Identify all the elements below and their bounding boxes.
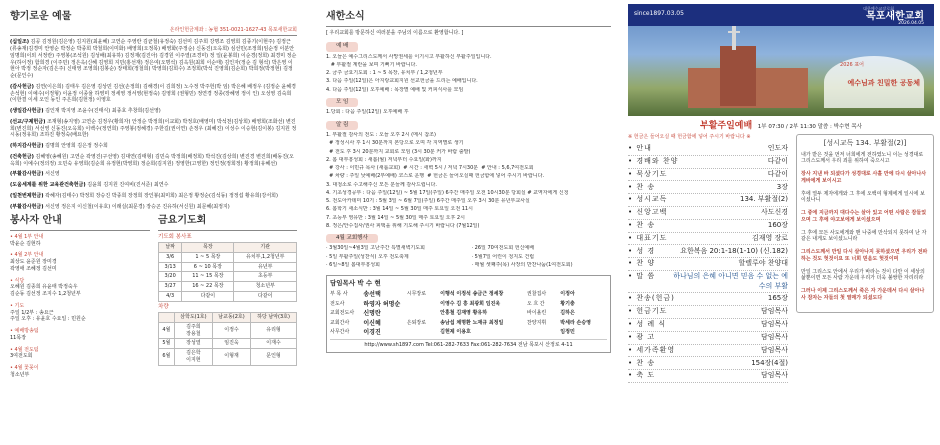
table-cell: 6월 — [159, 349, 175, 366]
order-value: 165장 — [767, 294, 788, 303]
order-value: 김재영 장로 — [751, 233, 788, 242]
table-header: 남교동(2호) — [212, 313, 250, 323]
offering-names: 김인재 박지영 조윤수(진태식) 최종호 추창희(김선영) — [43, 108, 161, 114]
order-item: • 세가족환영 — [628, 345, 676, 354]
staff-cell — [407, 301, 440, 309]
order-item: • 찬 양 — [628, 259, 656, 268]
order-row — [628, 271, 788, 293]
order-value: 담임목사 — [760, 345, 788, 354]
staff-cell — [407, 310, 440, 318]
table-cell: 이재수 — [251, 339, 297, 349]
offering-label: (생일감사헌금) — [10, 108, 44, 114]
cover-since: since1897.03.05 — [634, 10, 684, 17]
staff-row — [330, 310, 607, 318]
church-tower — [720, 46, 756, 106]
offering-entry — [10, 171, 297, 178]
cover-denomination: 대한예수교장로회 — [863, 6, 894, 11]
cover-theme: 예수님과 친밀한 공동체 — [847, 79, 920, 87]
order-item: • 말 씀 — [628, 272, 656, 281]
order-value: 3장 — [776, 182, 788, 191]
list-item: 1. 오늘은 예수그리스도께서 사망권세를 이기시고 부활하신 부활주일입니다. — [326, 53, 492, 60]
april-events — [326, 245, 611, 270]
offering-entry — [10, 154, 297, 168]
staff-cell: 하영자 허명순 — [363, 300, 401, 308]
staff-cell: 이정아 — [560, 290, 575, 297]
volunteer-role: • 4월 꽃꽂이 — [10, 365, 39, 371]
order-row — [628, 258, 788, 271]
volunteer-list — [10, 234, 150, 379]
responsive-reading-lines — [801, 152, 929, 302]
staff-cell: 박세라 손승영 — [560, 319, 592, 326]
order-row — [628, 370, 788, 383]
reading-leader: 그 후에 모든 사도에게와 맨 나중에 만삭되지 못하여 난 자 같은 내게도 보이셨느니라 — [801, 229, 927, 243]
welcome-text: [ 우리교회를 방문하신 여러분을 주님의 이름으로 환영합니다. ] — [326, 29, 464, 36]
pastor-title: 담임목사 박 수 현 — [330, 279, 381, 288]
offering-label: (일천번제헌금) — [10, 192, 44, 199]
table-header: 날짜 — [159, 243, 182, 253]
list-item: # 강사 : 이민규 목사 (새롭교회) # 시간 : 새벽 5시 / 저녁 7시30분 # 안내 : 5,6,7여전도회 — [326, 165, 534, 172]
table-cell: 유년부 — [234, 262, 297, 272]
volunteer-item — [10, 278, 150, 298]
staff-cell: 송남섭 채명환 노재규 최정일 — [440, 319, 504, 326]
volunteer-role: • 식당 — [10, 277, 25, 284]
volunteer-item — [10, 252, 150, 272]
table-cell: 다같이 — [182, 291, 234, 301]
staff-row — [330, 291, 607, 299]
order-item: • 안내 — [628, 144, 652, 153]
table-cell: 장성열 — [174, 339, 212, 349]
list-item: 3. 대청소로 수고해주신 모든 분들께 감사드립니다. — [326, 181, 437, 188]
offering-names: 조재형(송지영) 고연순 김정우(황희자) 안정순 박정희(이교회) 박정호(배영미) 박석천(김상희) 배영희(조화선) 변진희(변진희) 서선영 신동진(오옥희) 이백수(정연희) 주영봉(정혜경) 주한길(권이연) 손정우 (최혜진) 이성수 이승현(김이봉) 김지원 정시동(정유희) 조하진 황정숙(배요한) — [10, 118, 297, 139]
staff-cell — [407, 329, 440, 337]
offering-label: (선교/구제헌금) — [10, 118, 46, 125]
volunteer-names: 박윤순 김현하 — [10, 240, 41, 247]
offering-entry — [10, 84, 297, 104]
offering-label: (감사헌금) — [10, 83, 34, 90]
list-item: # 전도 후 3시 20분까지 교회로 모임 (3시 30분 커가 바람 출발) — [326, 148, 471, 155]
news-title: 새한소식 — [326, 10, 611, 27]
list-item: 5. 전도아카데미 10기 : 5월 3일 ~ 6월 7일(주일) 6주간 매주일 오후 3시 30분 유년부교사실 — [326, 198, 530, 205]
table-cell: 문인형 — [251, 349, 297, 366]
order-item: • 광 고 — [628, 332, 656, 341]
offering-names: 김공 김정원(김은영) 김지원(최윤혜) 고연순 주영란 김균철(유정숙) 김선미 김주희 강명조 김영희 김종기(이현주) 김정근(류송재)김경미 안영순 박정순 박종희 박철희(이미화) 배영희(오정목) 배영화(주정순) 신동진(오옥희) 심선민(조정희)임순정 이분안 임명희(이외 서정란) 주영봉(조석원) 김성배(최유하) 김정재(김진아) 김경원 이주열(조경미) 정 일(윤봉희) 이순경(정희) 최경미 정순우(하이정) 함희경 (이주민) 정은옥(신혜 김영희 지민(홍선재) 정은여(오명석) 김옥원(최희 이순태) 김인자(정순 김 형석) 박은영 이현아 박정 정순자(김은주) 신태영 조영희(김봉순) 장태희(정철희) 박영희(김희수) 조정희(박석 진영희(김순희) 박희정(박정현) 김정순(문인수) — [10, 39, 297, 79]
list-item: 4. 다음 주일(12일) 오후예배 : 목장별 예배 및 커피식사를 모임 — [326, 86, 464, 93]
order-value: 담임목사 — [760, 307, 788, 316]
table-header — [159, 313, 175, 323]
reading-leader: 만일 그리스도 안에서 우리가 바라는 것이 다만 이 세상의 삶뿐이면 모든 사람 가운데 우리가 더욱 불쌍한 자리리라 — [801, 268, 925, 282]
order-value: 요한복음 20:1-18(1-10) (신.182) — [680, 246, 788, 255]
volunteer-title: 봉사자 안내 — [10, 214, 150, 231]
volunteer-names: 곽영애 조혜정 김선미 — [10, 265, 57, 272]
order-item: • 찬송(헌금) — [628, 294, 675, 303]
staff-row — [330, 301, 607, 309]
table-header: 삼학도(1호) — [174, 313, 212, 323]
staff-cell: 시무장로 — [406, 290, 427, 297]
volunteer-role: • 기도 — [10, 302, 25, 309]
volunteer-names: 최상도 윤준원 장미경 — [10, 259, 57, 265]
offering-label: (부활감사헌금) — [10, 203, 44, 210]
offering-entry — [10, 193, 297, 200]
april-events-left — [326, 245, 466, 270]
staff-row — [330, 320, 607, 328]
order-row — [628, 194, 788, 207]
prayer-meeting-table — [158, 242, 297, 302]
staff-cell: 김현제 이용호 — [440, 329, 471, 336]
order-row — [628, 332, 788, 345]
news-panel — [312, 0, 617, 445]
order-item: • 성시교독 — [628, 195, 668, 204]
table-row — [159, 291, 297, 301]
meeting-tag: 모 임 — [326, 98, 358, 107]
church-contact: http://www.sh1897.com Tel:061-282-7633 Fax:061-282-7634 전남 목포시 산정로 4-11 — [330, 339, 607, 349]
volunteer-names: 청소년부 — [10, 371, 30, 378]
list-item: 2. 봄 대부흥성회 : 새봄(월) 저녁부터 수요일(화)까지 — [326, 156, 442, 163]
staff-cell — [527, 329, 560, 337]
order-item: • 찬 송 — [628, 182, 656, 191]
staff-cell: 황기충 — [560, 300, 575, 307]
order-value: 인도자 — [767, 144, 788, 153]
volunteer-section — [10, 214, 150, 383]
reading-response: 그러나 이제 그리스도께서 죽은 자 가운데서 다시 살아나사 잠자는 자들의 첫 열매가 되셨도다 — [801, 288, 925, 301]
list-item: # 차량 : 주일 낮예배(2부예배) 코스로 운행 # 헌금은 들어오실때 헌금함에 넣어 주시기 바랍니다. — [326, 173, 545, 180]
offering-label: (건축헌금) — [10, 153, 34, 160]
volunteer-item — [10, 234, 150, 248]
list-item: # 정성시사 후 1시 30분까지 본당으로 오며 각 지역별로 생기 — [326, 140, 464, 147]
april-events-right — [472, 245, 612, 270]
offering-entry — [10, 204, 297, 211]
order-row — [628, 207, 788, 220]
table-cell: 다같이 — [234, 291, 297, 301]
order-item: • 성 례 식 — [628, 320, 667, 329]
reading-response: 장사 지낸 바 되셨다가 성경대로 사흘 만에 다시 살아나사 게바에게 보이시고 — [801, 171, 927, 184]
staff-cell: 은퇴장로 — [406, 319, 427, 326]
table-row — [159, 322, 297, 339]
offering-entry — [10, 108, 297, 115]
staff-cell: 교회간사 — [330, 319, 350, 326]
offering-label: (도움세계를 위한 교육관건축헌금) — [10, 182, 86, 188]
table-cell: 16 ~ 22 목장 — [182, 282, 234, 292]
cover-date: 2026.04.05 — [898, 21, 924, 26]
list-item: · 5월7일 어린이 청지도 건립 — [471, 253, 535, 260]
volunteer-names: 김순동 김선정 조지수 1,2청년부 — [10, 291, 81, 297]
offering-header — [10, 10, 297, 36]
staff-cell: 권찰집사 — [526, 290, 547, 297]
list-item: 7. 초등부 영유반 : 3월 14일 ~ 5월 30일 매주 토요일 오후 2시 — [326, 214, 465, 221]
staff-cell: 이영수 김 흥 최광희 임진욱 — [440, 300, 501, 307]
offering-names: 김연(이은희) 김태우 김은영 김상민 김선(손정희) 김해경(이 김희정) 노수정 박주헌(박 임) 박은혜 배정우 (김정순 윤혜경 손석현) 이예수(이정형) 이윤정 이종율 하영미 정세영 정서영(현정숙) 김영희 (권형민) 정연경 정종(장혜영 정이 인) 오성영 김숙희(이한결 이세 오인 동인 주은희(김헌정) 이영호 — [10, 83, 296, 104]
service-times: 1부 07:30 / 2부 11:30 말씀 : 박수현 목사 — [757, 124, 862, 130]
responsive-reading-title: [성시교독 134. 부활절(2)] — [823, 139, 907, 148]
staff-box — [326, 275, 611, 353]
table-cell: 초등부 — [234, 272, 297, 282]
table-cell: 3/20 — [159, 272, 182, 282]
bottom-section — [10, 214, 297, 383]
list-item: 4. 기초성경공부 : 다음 주일(12일) ~ 5월 17일(주일) 6주간 매주일 오전 10시30분 당회실 # 교역자에게 신청 — [326, 189, 569, 196]
order-value: 할렐루야 찬양대 — [738, 259, 788, 268]
offering-label: (십일조) — [10, 39, 30, 46]
notice-list — [326, 132, 611, 230]
order-row — [628, 345, 788, 358]
table-cell: 3/27 — [159, 282, 182, 292]
table-row — [159, 272, 297, 282]
vehicle-table — [158, 312, 297, 366]
meeting-list — [326, 109, 611, 116]
staff-cell: 부 목 사 — [330, 290, 348, 297]
offering-label: (하지감사헌금) — [10, 143, 44, 149]
list-item: 6. 봄학기 새소식반 : 3월 14일 ~ 5월 30일 매주 토요일 오전 11시 — [326, 206, 473, 213]
table-header: 목장 — [182, 243, 234, 253]
table-cell: 3/6 — [159, 252, 182, 262]
order-item: • 경배와 찬양 — [628, 156, 679, 165]
offering-names: 김윤희 김지원 진여비(진서준) 최연수 — [85, 182, 169, 188]
staff-list — [330, 291, 607, 337]
volunteer-role: • 예배방송팀 — [10, 328, 39, 334]
offering-names: 김명희 안영희 김은정 정수희 — [43, 143, 108, 149]
prayer-meeting-title: 금요기도회 — [158, 214, 297, 231]
service-title: 부활주일예배 — [700, 121, 753, 131]
offering-names: 서신영 정은지 이신철(이유호) 이래실(최문경) 장승곤 진유하(서신원) 최문혜(최정지) — [43, 203, 230, 210]
staff-cell: 이신혜 — [363, 319, 381, 327]
table-cell: 3/13 — [159, 262, 182, 272]
offering-names: 곽혜자(김태수) 박정희 장승진 박종희 장정희 장인봉(최미희) 최은정 황정순(김석동) 정정섭 황유희(강서희) — [43, 192, 278, 199]
volunteer-role: • 4월 전도팀 — [10, 346, 39, 353]
worship-order — [628, 134, 788, 383]
staff-cell: 임정민 — [560, 329, 575, 336]
order-row — [628, 293, 788, 306]
order-item: • 찬 송 — [628, 358, 656, 367]
volunteer-names: 11목장 — [10, 334, 27, 341]
table-header-row — [159, 243, 297, 253]
worship-list — [326, 54, 611, 94]
cover-image — [628, 4, 934, 116]
list-item: 1.당회 : 다음 주일(12일) 오후예배 후 — [326, 109, 409, 116]
order-row — [628, 169, 788, 182]
table-cell: 유리형 — [251, 322, 297, 339]
order-value: 154장(4절) — [751, 358, 788, 367]
table-cell: 4/3 — [159, 291, 182, 301]
order-value: 다같이 — [767, 156, 788, 165]
list-item: · 매월 셋째주(목) 사장의 반찬나눔(1여전도회) — [471, 261, 573, 268]
worship-tag: 예 배 — [326, 42, 358, 51]
table-header: 기관 — [234, 243, 297, 253]
order-item: • 대표기도 — [628, 233, 668, 242]
offering-entry — [10, 119, 297, 139]
worship-order-panel — [622, 0, 940, 445]
table-row — [159, 349, 297, 366]
staff-row — [330, 329, 607, 337]
volunteer-item — [10, 328, 150, 342]
reading-response: 그 중에 지금까지 대다수는 살아 있고 어떤 사람은 잠들었으며 그 후에 야고보에게 보이셨으며 — [801, 210, 927, 223]
volunteer-item — [10, 347, 150, 361]
offering-account: 온라인헌금계좌 : 농협 351-0021-1627-43 목포새한교회 — [169, 26, 297, 33]
volunteer-names: 3여전도회 — [10, 353, 33, 360]
staff-cell: 바이올린 — [526, 310, 547, 317]
order-item: • 헌금기도 — [628, 307, 668, 316]
list-item: · 6일~8일 봄대부흥성회 — [326, 261, 380, 268]
staff-cell: 안홍철 김재영 황유하 — [440, 310, 488, 317]
staff-cell: 송선택 — [363, 290, 381, 298]
order-item: • 축 도 — [628, 371, 656, 380]
cover-theme-year: 2026 표어 — [840, 62, 864, 68]
volunteer-item — [10, 365, 150, 379]
table-row — [159, 282, 297, 292]
order-value: 다같이 — [767, 169, 788, 178]
reading-response: 그리스도께서 만일 다시 살아나지 못하셨으면 우리가 전파하는 것도 헛것이요 또 너희 믿음도 헛것이며 — [801, 249, 928, 262]
offering-list — [10, 39, 297, 210]
volunteer-names: 오혜원 김종희 유윤태 박정숙우 — [10, 284, 78, 291]
offering-entry — [10, 39, 297, 80]
volunteer-names: 주일 오후 : 유윤호 수요일 : 민원순 — [10, 316, 86, 323]
table-cell: 11 ~ 15 목장 — [182, 272, 234, 282]
april-events-tag: 4월 교회행사 — [326, 234, 378, 243]
responsive-reading-box — [796, 134, 934, 312]
volunteer-names: 주일 1/2부 : 송요근 — [10, 309, 54, 316]
table-header: 하당 남악(3호) — [251, 313, 297, 323]
list-item: · 5일 부활주일(성찬식) 오후 전도축제 — [326, 253, 409, 260]
staff-cell: 이행석 이정석 송금근 정세창 — [440, 290, 504, 297]
table-cell: 임진욱 — [212, 339, 250, 349]
staff-cell: 교회전도사 — [330, 310, 355, 317]
list-item: · 26일 70여전도회 헌신예배 — [471, 245, 535, 252]
service-body — [628, 134, 934, 383]
order-value: 담임목사 — [760, 371, 788, 380]
order-item: • 신앙고백 — [628, 208, 668, 217]
table-cell: 5월 — [159, 339, 175, 349]
table-row — [159, 339, 297, 349]
prayer-meeting-section — [158, 214, 297, 383]
table-cell: 청소년부 — [234, 282, 297, 292]
offering-names: 김혜영(송혜원) 고연순 곽영진(구선영) 김대연(김태형) 김민숙 박정희(배정희) 박석진(김상희) 변진경 변진희(배동진(오옥희) 이예수(정의정) 오민숙 유영희(김순희 유정현(박영희) 정순희(김지원) 정영한(고영한) 정인정(정희정) 황정희(유혜선) — [10, 153, 294, 167]
order-value: 160장 — [767, 220, 788, 229]
table-cell: 1 ~ 5 목장 — [182, 252, 234, 262]
table-cell: 6 ~ 10 목장 — [182, 262, 234, 272]
offering-title: 향기로운 예물 — [10, 11, 72, 22]
order-item: • 성 경 — [628, 246, 656, 255]
order-value: 담임목사 — [760, 320, 788, 329]
cover-header — [628, 4, 934, 26]
cross-icon — [732, 26, 736, 50]
order-item: • 묵상기도 — [628, 169, 668, 178]
list-item: # 부활절 계란을 보며 기뻐기 바랍니다. — [326, 61, 417, 68]
list-item: 1. 부활절 감사의 전도 : 오늘 오후 2시 (메시 참조) — [326, 132, 436, 139]
vehicle-caption: 차량 — [158, 303, 169, 310]
offering-entry — [10, 182, 297, 189]
list-item: · 3월30일~4월3일 고난주간 특별새벽기도회 — [326, 245, 425, 252]
reading-leader: 내가 받은 것을 먼저 너희에게 전하였노니 이는 성경대로 그리스도께서 우리 죄를 위하여 죽으시고 — [801, 151, 924, 165]
order-row — [628, 233, 788, 246]
list-item: 3. 다음 주일(12일)은 아지랑교회지원 선교헌금을 드리는 예배입니다. — [326, 78, 478, 85]
order-row — [628, 357, 788, 370]
staff-cell: 오 흐 간 — [526, 300, 545, 307]
prayer-meeting-caption: 기도회 봉사표 — [158, 233, 192, 240]
reading-leader: 후에 열두 제자에게와 그 후에 오백여 형제에게 일시에 보이셨나니 — [801, 190, 925, 204]
staff-cell: 사무간사 — [330, 329, 350, 336]
list-item: 8. 정은/안수집사/권사 피택을 위해 기도해 주시기 바랍니다 (7월12일) — [326, 222, 480, 229]
table-cell: 유치부,1,2청년부 — [234, 252, 297, 262]
notice-tag: 알 림 — [326, 121, 358, 130]
order-row — [628, 306, 788, 319]
offering-label: (부활감사헌금) — [10, 171, 44, 178]
order-row — [628, 156, 788, 169]
volunteer-item — [10, 303, 150, 323]
staff-cell: 이경진 — [363, 329, 381, 337]
offering-entry — [10, 143, 297, 150]
table-cell: 이형재 — [212, 349, 250, 366]
order-row — [628, 319, 788, 332]
offering-names: 서신영 — [43, 171, 60, 178]
cover-church-name: 목포새한교회 — [866, 11, 924, 22]
staff-cell: 찬양지휘 — [526, 319, 547, 326]
order-item: • 찬 송 — [628, 220, 656, 229]
order-row — [628, 181, 788, 194]
order-value: 담임목사 — [760, 332, 788, 341]
staff-cell: 전도사 — [330, 300, 345, 307]
volunteer-role: • 4월 1부 안내 — [10, 233, 44, 240]
order-list — [628, 143, 788, 383]
staff-cell: 김하은 — [560, 310, 575, 317]
table-row — [159, 262, 297, 272]
table-cell: 김은학 이지현 — [174, 349, 212, 366]
list-item: 2. 금주 금요기도회 : 1 ~ 5 목장, 유치부 / 1,2청년부 — [326, 70, 443, 77]
service-header — [628, 120, 934, 132]
order-value: 사도신경 — [760, 208, 788, 217]
offering-note: ※ 헌금은 들어오실 때 헌금함에 넣어 주시기 바랍니다 ※ — [628, 134, 751, 141]
table-cell: 이정수 — [212, 322, 250, 339]
table-cell: 김주희 장용철 — [174, 322, 212, 339]
order-row — [628, 245, 788, 258]
table-header-row — [159, 313, 297, 323]
volunteer-role: • 4월 2부 안내 — [10, 252, 44, 259]
order-row — [628, 143, 788, 156]
staff-cell: 신명란 — [363, 310, 381, 318]
responsive-reading — [796, 134, 934, 383]
order-value: 하나님의 은혜 아니면 믿음 수 없는 예수의 부활 — [673, 272, 788, 290]
order-row — [628, 220, 788, 233]
cross-bar — [728, 31, 740, 33]
offering-panel — [0, 0, 305, 445]
table-row — [159, 252, 297, 262]
order-value: 134. 부활절(2) — [739, 195, 788, 204]
table-cell: 4월 — [159, 322, 175, 339]
